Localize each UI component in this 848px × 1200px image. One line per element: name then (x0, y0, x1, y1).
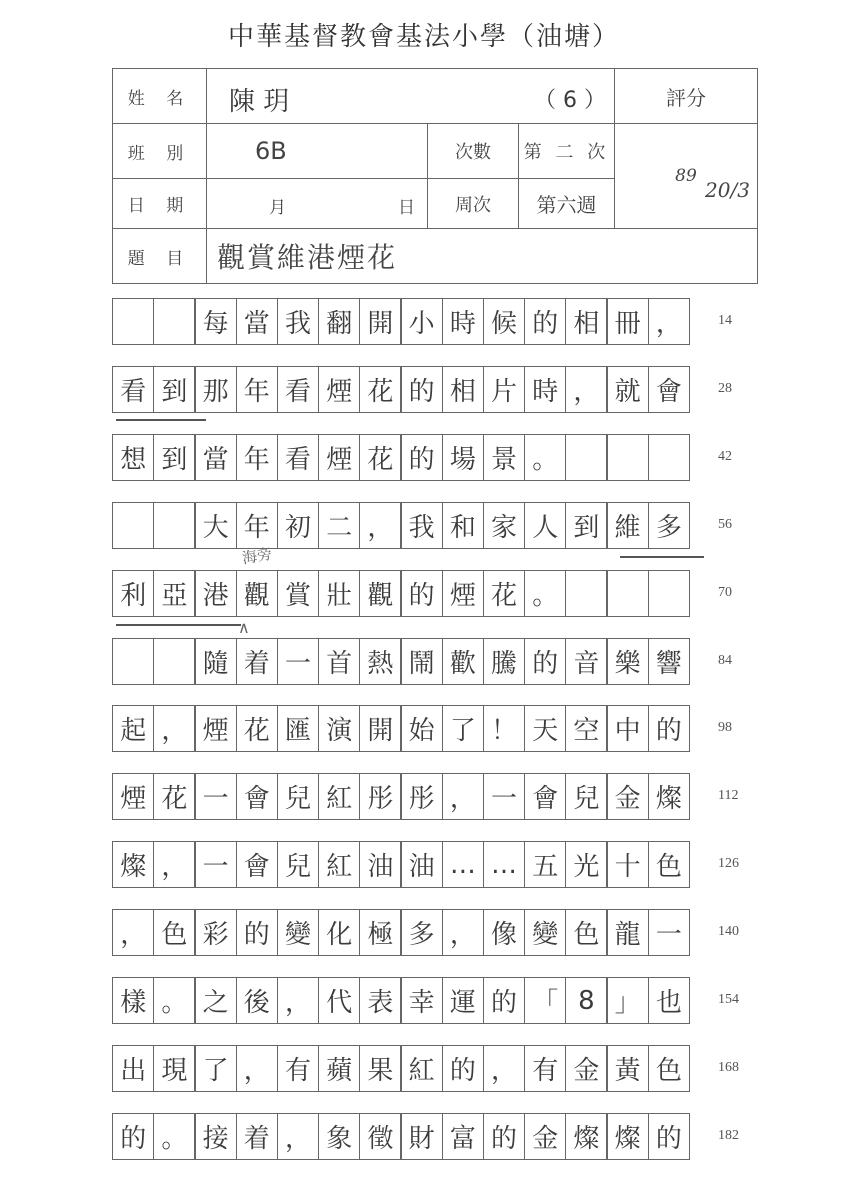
grid-cell[interactable]: 響 (648, 638, 690, 685)
grid-cell[interactable]: 鬧 (400, 638, 442, 685)
grid-cell[interactable]: 時 (442, 298, 484, 345)
grid-cell[interactable]: 了 (442, 705, 484, 752)
grid-cell[interactable] (565, 434, 607, 481)
grid-cell[interactable]: 的 (442, 1045, 484, 1092)
grid-cell[interactable]: 和 (442, 502, 484, 549)
grid-cell[interactable]: 燦 (112, 841, 154, 888)
grid-cell[interactable]: 着 (236, 638, 278, 685)
grid-cell[interactable]: 。 (524, 570, 566, 617)
grid-cell[interactable]: 小 (400, 298, 442, 345)
grid-cell[interactable]: 一 (648, 909, 690, 956)
grid-cell[interactable]: 起 (112, 705, 154, 752)
essay-row (112, 434, 690, 481)
grid-cell[interactable]: 花 (359, 434, 401, 481)
grid-cell[interactable]: 看 (277, 434, 319, 481)
grid-cell[interactable] (112, 638, 154, 685)
grid-cell[interactable]: 蘋 (318, 1045, 360, 1092)
grid-cell[interactable] (648, 434, 690, 481)
grid-cell[interactable]: 每 (194, 298, 236, 345)
grid-cell[interactable]: 我 (400, 502, 442, 549)
grid-cell[interactable]: ， (442, 909, 484, 956)
grid-cell[interactable]: 徵 (359, 1113, 401, 1160)
grid-cell[interactable]: 變 (277, 909, 319, 956)
date-field[interactable] (207, 179, 428, 229)
grid-cell[interactable]: … (442, 841, 484, 888)
grid-cell[interactable]: 果 (359, 1045, 401, 1092)
grid-cell[interactable]: 亞 (153, 570, 195, 617)
character-count: 28 (718, 380, 732, 396)
grid-cell[interactable]: 家 (483, 502, 525, 549)
grid-cell[interactable]: 兒 (277, 841, 319, 888)
grid-cell[interactable]: 天 (524, 705, 566, 752)
grid-cell[interactable]: 觀 (359, 570, 401, 617)
week-label: 周次 (428, 179, 519, 229)
grid-cell[interactable]: 花 (153, 773, 195, 820)
grid-cell[interactable]: 彤 (359, 773, 401, 820)
grid-cell[interactable] (648, 570, 690, 617)
grid-cell[interactable]: 煙 (194, 705, 236, 752)
grid-cell[interactable]: 十 (606, 841, 648, 888)
grid-cell[interactable]: 接 (194, 1113, 236, 1160)
essay-row (112, 909, 690, 956)
grid-cell[interactable]: 了 (194, 1045, 236, 1092)
grid-cell[interactable]: 的 (400, 570, 442, 617)
grid-cell[interactable]: 「 (524, 977, 566, 1024)
character-count: 126 (718, 856, 739, 872)
grid-cell[interactable]: 富 (442, 1113, 484, 1160)
topic-value[interactable]: 觀賞維港煙花 (207, 229, 758, 284)
grid-cell[interactable]: 的 (483, 1113, 525, 1160)
grid-cell[interactable]: 翻 (318, 298, 360, 345)
grid-cell[interactable] (153, 298, 195, 345)
grid-cell[interactable]: 。 (153, 977, 195, 1024)
grid-cell[interactable]: 當 (194, 434, 236, 481)
grid-cell[interactable]: 看 (277, 366, 319, 413)
grid-cell[interactable]: 也 (648, 977, 690, 1024)
grid-cell[interactable]: 龍 (606, 909, 648, 956)
grid-cell[interactable]: 騰 (483, 638, 525, 685)
grid-cell[interactable]: 色 (565, 909, 607, 956)
date-day-label: 日 (398, 198, 415, 218)
underline-mark (620, 556, 704, 558)
grid-cell[interactable]: 空 (565, 705, 607, 752)
grid-cell[interactable]: 油 (400, 841, 442, 888)
school-title: 中華基督教會基法小學（油塘） (227, 22, 620, 52)
grid-cell[interactable]: 五 (524, 841, 566, 888)
grid-cell[interactable]: 表 (359, 977, 401, 1024)
grid-cell[interactable]: ， (277, 977, 319, 1024)
grid-cell[interactable]: 的 (236, 909, 278, 956)
grid-cell[interactable]: 的 (483, 977, 525, 1024)
essay-row (112, 705, 690, 752)
grid-cell[interactable]: 煙 (112, 773, 154, 820)
grid-cell[interactable]: 中 (606, 705, 648, 752)
grid-cell[interactable]: 紅 (318, 773, 360, 820)
grid-cell[interactable]: 8 (565, 977, 607, 1024)
essay-row (112, 638, 690, 685)
grid-cell[interactable]: 看 (112, 366, 154, 413)
grid-cell[interactable]: 極 (359, 909, 401, 956)
grid-cell[interactable]: 油 (359, 841, 401, 888)
grid-cell[interactable] (153, 638, 195, 685)
grid-cell[interactable]: 幸 (400, 977, 442, 1024)
grid-cell[interactable]: 代 (318, 977, 360, 1024)
grid-cell[interactable]: 樂 (606, 638, 648, 685)
character-count: 168 (718, 1059, 739, 1075)
class-label: 班 別 (113, 124, 207, 179)
essay-row (112, 502, 690, 549)
grid-cell[interactable]: 象 (318, 1113, 360, 1160)
grid-cell[interactable]: 會 (236, 841, 278, 888)
essay-row (112, 773, 690, 820)
grid-cell[interactable]: ， (648, 298, 690, 345)
essay-row (112, 298, 690, 345)
grid-cell[interactable] (153, 502, 195, 549)
student-info-table (112, 68, 758, 284)
grid-cell[interactable]: ， (236, 1045, 278, 1092)
essay-row (112, 570, 690, 617)
grid-cell[interactable]: 音 (565, 638, 607, 685)
character-count: 182 (718, 1127, 739, 1143)
grid-cell[interactable]: 的 (112, 1113, 154, 1160)
underline-mark (116, 419, 206, 421)
grid-cell[interactable]: 燦 (648, 773, 690, 820)
grid-cell[interactable]: 冊 (606, 298, 648, 345)
grid-cell[interactable]: ， (359, 502, 401, 549)
grid-cell[interactable]: 。 (524, 434, 566, 481)
grid-cell[interactable]: 之 (194, 977, 236, 1024)
grid-cell[interactable]: 化 (318, 909, 360, 956)
grid-cell[interactable] (606, 434, 648, 481)
grid-cell[interactable]: 利 (112, 570, 154, 617)
grid-cell[interactable]: ， (565, 366, 607, 413)
grid-cell[interactable]: 色 (648, 1045, 690, 1092)
essay-row (112, 1045, 690, 1092)
grid-cell[interactable]: 歡 (442, 638, 484, 685)
grid-cell[interactable]: 煙 (318, 366, 360, 413)
score-value: 89 (615, 124, 758, 229)
grid-cell[interactable]: 熱 (359, 638, 401, 685)
name-field[interactable] (207, 69, 615, 124)
character-count: 42 (718, 448, 732, 464)
grid-cell[interactable]: 煙 (442, 570, 484, 617)
topic-label: 題 目 (113, 229, 207, 284)
grid-cell[interactable]: 的 (648, 1113, 690, 1160)
character-count: 84 (718, 652, 732, 668)
grid-cell[interactable]: 年 (236, 502, 278, 549)
grid-cell[interactable]: ， (483, 1045, 525, 1092)
grid-cell[interactable]: ， (153, 841, 195, 888)
grid-cell[interactable]: 場 (442, 434, 484, 481)
grid-cell[interactable]: 紅 (400, 1045, 442, 1092)
grid-cell[interactable]: 煙 (318, 434, 360, 481)
grid-cell[interactable]: 兒 (277, 773, 319, 820)
grid-cell[interactable]: 賞 (277, 570, 319, 617)
grid-cell[interactable]: 景 (483, 434, 525, 481)
grid-cell[interactable]: 紅 (318, 841, 360, 888)
grid-cell[interactable]: ， (277, 1113, 319, 1160)
grid-cell[interactable]: 一 (483, 773, 525, 820)
grid-cell[interactable]: 像 (483, 909, 525, 956)
score-label: 評分 (615, 69, 758, 124)
grid-cell[interactable]: 花 (359, 366, 401, 413)
grid-cell[interactable]: ， (442, 773, 484, 820)
grid-cell[interactable]: 港 (194, 570, 236, 617)
grid-cell[interactable]: 有 (524, 1045, 566, 1092)
grid-cell[interactable]: 始 (400, 705, 442, 752)
grid-cell[interactable]: 我 (277, 298, 319, 345)
grid-cell[interactable]: 維 (606, 502, 648, 549)
grid-cell[interactable]: 金 (565, 1045, 607, 1092)
grid-cell[interactable]: 當 (236, 298, 278, 345)
grid-cell[interactable] (112, 298, 154, 345)
grid-cell[interactable]: 多 (400, 909, 442, 956)
grid-cell[interactable]: 候 (483, 298, 525, 345)
grid-cell[interactable]: 樣 (112, 977, 154, 1024)
essay-row (112, 977, 690, 1024)
grid-cell[interactable]: 相 (442, 366, 484, 413)
grid-cell[interactable]: 的 (400, 434, 442, 481)
grid-cell[interactable]: 二 (318, 502, 360, 549)
grid-cell[interactable]: 花 (236, 705, 278, 752)
grid-cell[interactable]: 演 (318, 705, 360, 752)
grid-cell[interactable]: ！ (483, 705, 525, 752)
character-count: 112 (718, 788, 739, 804)
grid-cell[interactable]: 。 (153, 1113, 195, 1160)
grid-cell[interactable]: ， (112, 909, 154, 956)
grid-cell[interactable]: 燦 (565, 1113, 607, 1160)
grid-cell[interactable]: 就 (606, 366, 648, 413)
grid-cell[interactable]: 色 (153, 909, 195, 956)
grid-cell[interactable]: ， (153, 705, 195, 752)
week-value: 第六週 (519, 179, 615, 229)
character-count: 154 (718, 992, 739, 1007)
grid-cell[interactable]: 到 (153, 434, 195, 481)
character-count: 14 (718, 313, 732, 328)
class-number: （ 6 ） (534, 88, 606, 113)
grid-cell[interactable]: 壯 (318, 570, 360, 617)
grid-cell[interactable]: 一 (194, 841, 236, 888)
grid-cell[interactable]: 時 (524, 366, 566, 413)
grid-cell[interactable]: 光 (565, 841, 607, 888)
grid-cell[interactable]: 大 (194, 502, 236, 549)
grid-cell[interactable]: 隨 (194, 638, 236, 685)
grid-cell[interactable]: 觀 (236, 570, 278, 617)
character-count: 70 (718, 584, 732, 600)
insert-note: 海旁 (240, 544, 274, 568)
class-value[interactable]: 6B (207, 124, 428, 179)
grid-cell[interactable]: 初 (277, 502, 319, 549)
grid-cell[interactable]: 想 (112, 434, 154, 481)
grid-cell[interactable] (565, 570, 607, 617)
grid-cell[interactable]: 會 (236, 773, 278, 820)
grid-cell[interactable] (606, 570, 648, 617)
grid-cell[interactable]: 黃 (606, 1045, 648, 1092)
grid-cell[interactable]: 片 (483, 366, 525, 413)
grid-cell[interactable]: 會 (648, 366, 690, 413)
grid-cell[interactable]: 彤 (400, 773, 442, 820)
grid-cell[interactable]: 相 (565, 298, 607, 345)
grid-cell[interactable]: 人 (524, 502, 566, 549)
character-count: 140 (718, 924, 739, 940)
grid-cell[interactable]: 年 (236, 366, 278, 413)
character-count: 98 (718, 720, 732, 736)
grid-cell[interactable]: 色 (648, 841, 690, 888)
grid-cell[interactable]: 匯 (277, 705, 319, 752)
grid-cell[interactable]: 那 (194, 366, 236, 413)
grid-cell[interactable]: 後 (236, 977, 278, 1024)
grid-cell[interactable]: 到 (565, 502, 607, 549)
grid-cell[interactable]: 首 (318, 638, 360, 685)
grid-cell[interactable]: 金 (606, 773, 648, 820)
grid-cell[interactable]: 一 (277, 638, 319, 685)
grid-cell[interactable]: 變 (524, 909, 566, 956)
grid-cell[interactable]: 到 (153, 366, 195, 413)
grid-cell[interactable]: 着 (236, 1113, 278, 1160)
grid-cell[interactable]: 兒 (565, 773, 607, 820)
grid-cell[interactable]: 開 (359, 705, 401, 752)
grid-cell[interactable] (112, 502, 154, 549)
grid-cell[interactable]: 的 (524, 298, 566, 345)
grid-cell[interactable]: 的 (648, 705, 690, 752)
attempt-value: 第 二 次 (519, 124, 615, 179)
grid-cell[interactable]: 的 (524, 638, 566, 685)
grid-cell[interactable]: 有 (277, 1045, 319, 1092)
underline-mark (116, 624, 241, 626)
grid-cell[interactable]: 財 (400, 1113, 442, 1160)
caret-mark: ∧ (238, 618, 250, 637)
grid-cell[interactable]: 的 (400, 366, 442, 413)
name-value: 陳 玥 (229, 87, 290, 117)
grid-cell[interactable]: 現 (153, 1045, 195, 1092)
grid-cell[interactable]: 花 (483, 570, 525, 617)
grid-cell[interactable]: … (483, 841, 525, 888)
grid-cell[interactable]: 年 (236, 434, 278, 481)
grid-cell[interactable]: 多 (648, 502, 690, 549)
grid-cell[interactable]: 金 (524, 1113, 566, 1160)
grid-cell[interactable]: 彩 (194, 909, 236, 956)
grid-cell[interactable]: 燦 (606, 1113, 648, 1160)
grid-cell[interactable]: 」 (606, 977, 648, 1024)
grid-cell[interactable]: 運 (442, 977, 484, 1024)
essay-row (112, 1113, 690, 1160)
name-label: 姓 名 (113, 69, 207, 124)
attempt-label: 次數 (428, 124, 519, 179)
date-annotation: 20/3 (705, 178, 750, 202)
grid-cell[interactable]: 出 (112, 1045, 154, 1092)
date-label: 日 期 (113, 179, 207, 229)
essay-row (112, 841, 690, 888)
grid-cell[interactable]: 開 (359, 298, 401, 345)
grid-cell[interactable]: 會 (524, 773, 566, 820)
essay-row (112, 366, 690, 413)
character-count: 56 (718, 516, 732, 532)
grid-cell[interactable]: 一 (194, 773, 236, 820)
date-month-label: 月 (269, 198, 286, 218)
